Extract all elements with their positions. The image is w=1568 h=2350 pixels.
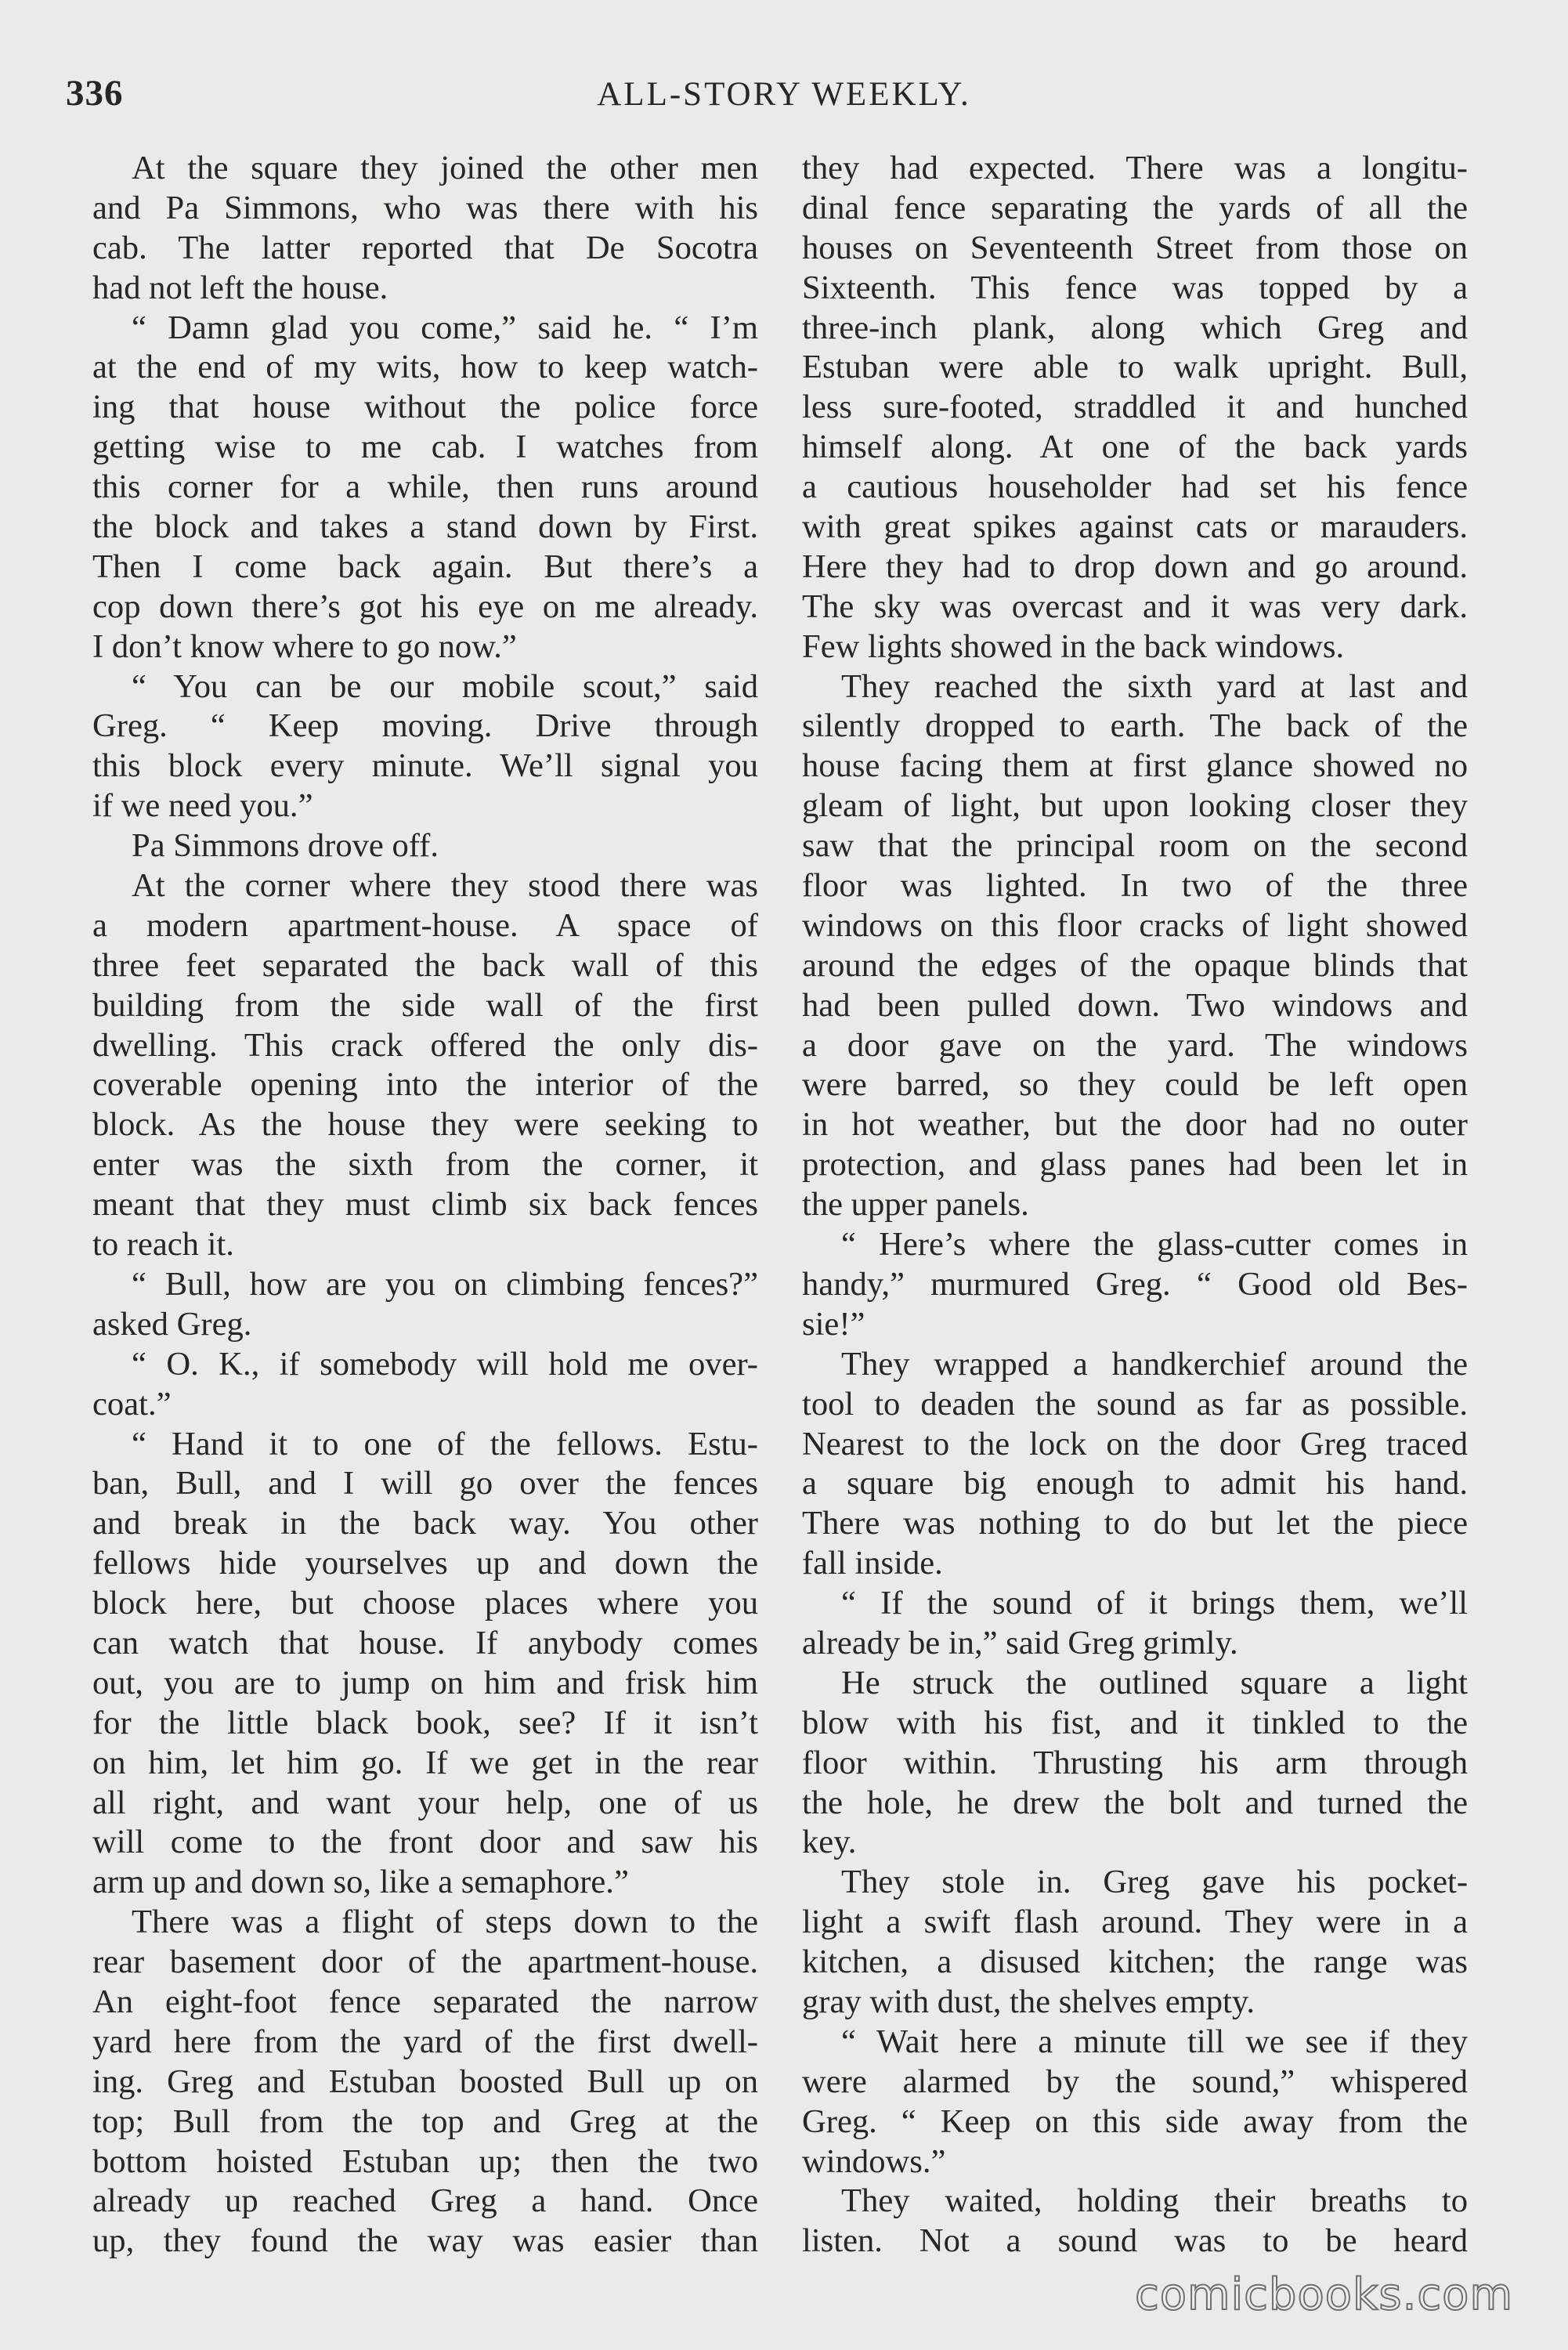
- text-line: key.: [802, 1824, 857, 1861]
- text-line: coat.”: [92, 1385, 172, 1423]
- text-line: light a swift flash around. They were in a: [802, 1904, 1468, 1941]
- text-line: gray with dust, the shelves empty.: [802, 1983, 1255, 2020]
- text-line: to reach it.: [92, 1226, 234, 1264]
- text-line: tool to deaden the sound as far as possible.: [802, 1385, 1468, 1423]
- text-line: coverable opening into the interior of the: [92, 1066, 758, 1104]
- text-line: this corner for a while, then runs around: [92, 468, 758, 506]
- text-line: floor within. Thrusting his arm through: [802, 1744, 1468, 1781]
- text-line: windows on this floor cracks of light showed: [802, 906, 1468, 944]
- text-line: They stole in. Greg gave his pocket-: [841, 1864, 1468, 1901]
- text-line: “ Damn glad you come,” said he. “ I’m: [132, 309, 758, 346]
- text-line: had been pulled down. Two windows and: [802, 986, 1468, 1024]
- text-line: “ Hand it to one of the fellows. Estu-: [132, 1425, 758, 1462]
- text-line: enter was the sixth from the corner, it: [92, 1146, 758, 1184]
- text-line: out, you are to jump on him and frisk him: [92, 1664, 758, 1701]
- text-line: They wrapped a handkerchief around the: [841, 1345, 1468, 1383]
- text-line: ban, Bull, and I will go over the fences: [92, 1465, 758, 1502]
- text-line: the block and takes a stand down by First.: [92, 508, 758, 546]
- text-line: already be in,” said Greg grimly.: [802, 1624, 1238, 1661]
- text-line: Pa Simmons drove off.: [132, 827, 439, 865]
- text-line: will come to the front door and saw his: [92, 1824, 758, 1861]
- text-line: Greg. “ Keep on this side away from the: [802, 2102, 1468, 2140]
- text-line: can watch that house. If anybody comes: [92, 1624, 758, 1661]
- text-line: rear basement door of the apartment-house.: [92, 1943, 758, 1981]
- text-line: a square big enough to admit his hand.: [802, 1465, 1468, 1502]
- text-line: and break in the back way. You other: [92, 1505, 758, 1542]
- text-line: listen. Not a sound was to be heard: [802, 2222, 1468, 2260]
- text-line: on him, let him go. If we get in the rear: [92, 1744, 758, 1781]
- text-line: had not left the house.: [92, 269, 388, 306]
- text-line: Nearest to the lock on the door Greg traced: [802, 1425, 1468, 1462]
- text-line: ing that house without the police force: [92, 389, 758, 426]
- text-line: handy,” murmured Greg. “ Good old Bes-: [802, 1265, 1468, 1303]
- text-line: They waited, holding their breaths to: [841, 2182, 1468, 2220]
- text-line: three-inch plank, along which Greg and: [802, 309, 1468, 346]
- text-line: a modern apartment-house. A space of: [92, 906, 758, 944]
- text-line: top; Bull from the top and Greg at the: [92, 2102, 758, 2140]
- text-line: silently dropped to earth. The back of the: [802, 707, 1468, 745]
- text-line: houses on Seventeenth Street from those on: [802, 229, 1468, 266]
- text-line: three feet separated the back wall of this: [92, 946, 758, 984]
- text-line: “ If the sound of it brings them, we’ll: [841, 1585, 1468, 1622]
- text-line: At the square they joined the other men: [132, 150, 758, 186]
- text-line: the hole, he drew the bolt and turned the: [802, 1784, 1468, 1821]
- text-line: a cautious householder had set his fence: [802, 468, 1468, 506]
- text-line: at the end of my wits, how to keep watch-: [92, 349, 758, 386]
- text-line: were alarmed by the sound,” whispered: [802, 2063, 1468, 2100]
- text-line: and Pa Simmons, who was there with his: [92, 189, 758, 226]
- text-line: a door gave on the yard. The windows: [802, 1026, 1468, 1064]
- text-line: An eight-foot fence separated the narrow: [92, 1983, 758, 2020]
- text-line: fellows hide yourselves up and down the: [92, 1545, 758, 1582]
- text-line: block here, but choose places where you: [92, 1585, 758, 1622]
- text-line: ing. Greg and Estuban boosted Bull up on: [92, 2063, 758, 2100]
- text-line: were barred, so they could be left open: [802, 1066, 1468, 1104]
- text-line: windows.”: [802, 2142, 946, 2180]
- watermark: comicbooks.com: [1134, 2269, 1513, 2320]
- text-line: block. As the house they were seeking to: [92, 1106, 758, 1144]
- text-line: dinal fence separating the yards of all the: [802, 189, 1468, 226]
- text-line: There was a flight of steps down to the: [132, 1904, 758, 1941]
- text-line: gleam of light, but upon looking closer they: [802, 787, 1468, 825]
- text-line: house facing them at first glance showed no: [802, 747, 1468, 785]
- text-line: He struck the outlined square a light: [841, 1664, 1468, 1701]
- text-line: building from the side wall of the first: [92, 986, 758, 1024]
- text-line: They reached the sixth yard at last and: [841, 667, 1468, 705]
- text-line: around the edges of the opaque blinds that: [802, 946, 1468, 984]
- text-column-right: [802, 149, 1468, 2261]
- running-head: ALL-STORY WEEKLY.: [597, 76, 971, 113]
- text-line: Sixteenth. This fence was topped by a: [802, 269, 1468, 306]
- text-line: the upper panels.: [802, 1186, 1029, 1224]
- text-line: The sky was overcast and it was very dark.: [802, 588, 1468, 625]
- text-line: himself along. At one of the back yards: [802, 428, 1468, 466]
- text-line: meant that they must climb six back fences: [92, 1186, 758, 1224]
- text-line: this block every minute. We’ll signal you: [92, 747, 758, 785]
- text-line: cab. The latter reported that De Socotra: [92, 229, 758, 266]
- text-line: Then I come back again. But there’s a: [92, 548, 758, 585]
- text-line: getting wise to me cab. I watches from: [92, 428, 758, 466]
- text-line: sie!”: [802, 1305, 865, 1343]
- text-line: bottom hoisted Estuban up; then the two: [92, 2142, 758, 2180]
- text-line: arm up and down so, like a semaphore.”: [92, 1864, 629, 1901]
- text-line: kitchen, a disused kitchen; the range was: [802, 1943, 1468, 1981]
- text-line: they had expected. There was a longitu-: [802, 150, 1468, 186]
- text-line: all right, and want your help, one of us: [92, 1784, 758, 1821]
- page-number: 336: [66, 73, 124, 114]
- text-line: in hot weather, but the door had no outer: [802, 1106, 1468, 1144]
- text-line: Here they had to drop down and go around.: [802, 548, 1468, 585]
- text-line: if we need you.”: [92, 787, 313, 825]
- text-line: I don’t know where to go now.”: [92, 627, 517, 665]
- text-line: “ You can be our mobile scout,” said: [132, 667, 758, 705]
- text-line: dwelling. This crack offered the only dis-: [92, 1026, 758, 1064]
- text-line: floor was lighted. In two of the three: [802, 867, 1468, 905]
- text-line: asked Greg.: [92, 1305, 252, 1343]
- text-line: At the corner where they stood there was: [132, 867, 758, 905]
- text-line: “ Bull, how are you on climbing fences?”: [132, 1265, 758, 1303]
- text-line: Estuban were able to walk upright. Bull,: [802, 349, 1468, 386]
- text-line: There was nothing to do but let the piece: [802, 1505, 1468, 1542]
- text-line: saw that the principal room on the second: [802, 827, 1468, 865]
- text-line: “ Here’s where the glass-cutter comes in: [841, 1226, 1468, 1264]
- text-line: with great spikes against cats or marauders.: [802, 508, 1468, 546]
- text-column-left: [92, 149, 758, 2261]
- text-line: already up reached Greg a hand. Once: [92, 2182, 758, 2220]
- text-line: up, they found the way was easier than: [92, 2222, 758, 2260]
- text-line: yard here from the yard of the first dwell-: [92, 2023, 758, 2060]
- text-line: Few lights showed in the back windows.: [802, 627, 1345, 665]
- text-line: “ O. K., if somebody will hold me over-: [132, 1345, 758, 1383]
- text-line: Greg. “ Keep moving. Drive through: [92, 707, 758, 745]
- text-line: blow with his fist, and it tinkled to the: [802, 1704, 1468, 1741]
- text-line: for the little black book, see? If it isn’t: [92, 1704, 758, 1741]
- text-line: “ Wait here a minute till we see if they: [841, 2023, 1468, 2060]
- text-line: fall inside.: [802, 1545, 943, 1582]
- text-line: protection, and glass panes had been let in: [802, 1146, 1468, 1184]
- text-line: cop down there’s got his eye on me already.: [92, 588, 758, 625]
- text-line: less sure-footed, straddled it and hunched: [802, 389, 1468, 426]
